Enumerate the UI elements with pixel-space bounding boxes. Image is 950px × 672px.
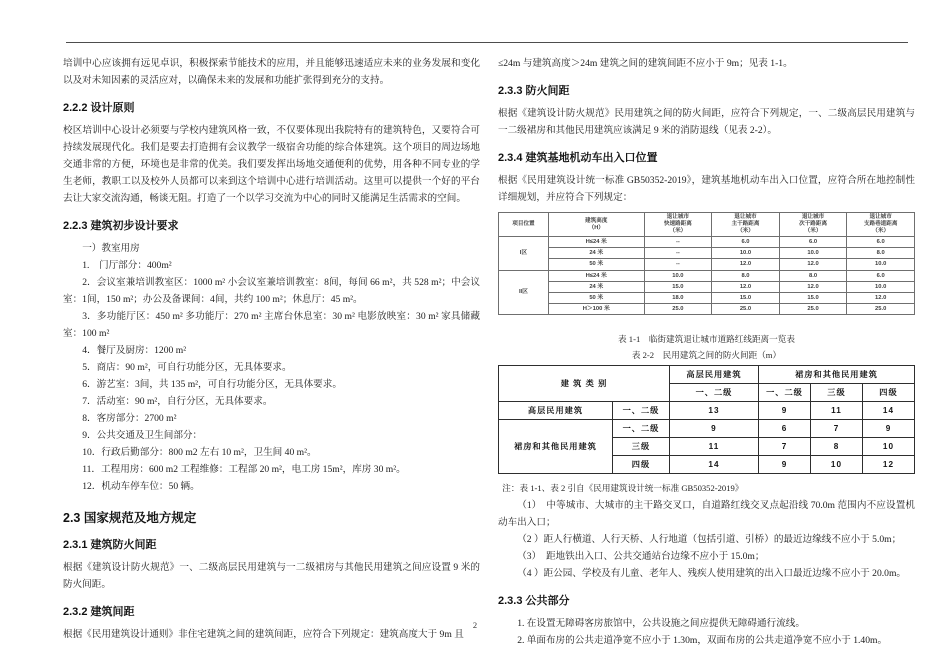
list-item: 2．会议室兼培训教室区：1000 m² 小会议室兼培训教室：8间，每间 66 m²，共 528 m²；中会议室：1间，150 m²；办公及备课间：4间，共约 100 m²；休息厅：45 m²。 [63,277,480,305]
list-item: 9．公共交通及卫生间部分： [82,430,203,441]
table-cell: 24 米 [548,281,644,292]
table-cell: 8.0 [847,248,915,259]
table-cell: 24 米 [548,248,644,259]
table-header-cell: 退让城市 支路巷道距离 （米） [847,213,915,237]
list-item: 4．餐厅及厨房：1200 m² [82,345,187,356]
table-header-cell: 一、二级 [758,384,810,402]
table-cell: 15.0 [779,293,847,304]
paragraph-fire-spacing: 根据《建筑设计防火规范》民用建筑之间的防火间距，应符合下列规定，一、二级高层民用建筑与一二级裙房和其他民用建筑应该满足 9 米的消防退线（见表 2-2）。 [498,108,915,136]
table-header-cell: 退让城市 快速路距离 （米） [644,213,712,237]
right-column [498,49,915,649]
table-cell: 10 [810,456,862,474]
table-cell: 15.0 [644,281,712,292]
table-cell: 13 [669,402,758,420]
zone-cell: II区 [499,270,549,315]
table-cell: 50 米 [548,293,644,304]
heading-2-3-3-fire: 2.3.3 防火间距 [498,85,570,97]
heading-2-2-3: 2.2.3 建筑初步设计要求 [63,220,179,232]
table-header-cell: 一、二级 [669,384,758,402]
table-header-cell: 退让城市 主干路距离 （米） [712,213,780,237]
table-cell: 25.0 [644,304,712,315]
table-header-cell: 退让城市 次干路距离 （米） [779,213,847,237]
table-cell: 7 [810,420,862,438]
category-cell: 裙房和其他民用建筑 [499,420,613,474]
table-cell: 14 [669,456,758,474]
paragraph-building-distance-cont: ≤24m 与建筑高度＞24m 建筑之间的建筑间距不应小于 9m；见表 1-1。 [498,58,793,69]
table-cell: 10.0 [779,248,847,259]
table-header-cell: 项目位置 [499,213,549,237]
table-header-cell: 高层民用建筑 [669,366,758,384]
heading-2-3-4: 2.3.4 建筑基地机动车出入口位置 [498,152,658,164]
table-cell: -- [644,248,712,259]
table-source-note: 注：表 1-1、表 2 引自《民用建筑设计统一标准 GB50352-2019》 [502,483,744,494]
list-item: 10．行政后勤部分：800 m2 左右 10 m²，卫生间 40 m²。 [82,447,317,458]
list-item: （4 ）距公园、学校及有儿童、老年人、残疾人使用建筑的出入口最近边缘不应小于 20.0m。 [517,568,907,580]
table-cell: 25.0 [847,304,915,315]
table-cell: 10.0 [712,248,780,259]
zone-cell: I区 [499,237,549,271]
heading-2-3-3-public: 2.3.3 公共部分 [498,595,570,608]
table-header-cell: 四级 [862,384,914,402]
table-2-2-caption: 表 2-2 民用建筑之间的防火间距（m） [631,350,782,361]
left-column [63,49,480,649]
table-cell: -- [644,237,712,248]
list-item: 1. 门厅部分：400m² [82,260,172,271]
heading-2-3-1: 2.3.1 建筑防火间距 [63,539,157,551]
category-cell: 高层民用建筑 [499,402,613,420]
table-cell: 10.0 [847,281,915,292]
list-item: 3．多功能厅区：450 m² 多功能厅：270 m² 主席台休息室：30 m² 电影放映室：30 m² 家具储藏室：100 m² [63,311,480,339]
table-header-cell: 裙房和其他民用建筑 [758,366,914,384]
table-cell: 12.0 [779,281,847,292]
table-cell: 11 [810,402,862,420]
heading-2-3-2: 2.3.2 建筑间距 [63,606,135,618]
requirements-list [63,240,480,495]
table-cell: 18.0 [644,293,712,304]
table-cell: 9 [758,456,810,474]
list-item: 12．机动车停车位：50 辆。 [82,481,200,492]
table-cell: 15.0 [712,293,780,304]
paragraph-fire-distance: 根据《建筑设计防火规范》一、二级高层民用建筑与一二级裙房与其他民用建筑之间应设置 9 米的防火间距。 [63,562,480,590]
table-cell: 12.0 [712,281,780,292]
table-header-cell: 建 筑 类 别 [499,366,670,402]
table-header-cell: 建筑高度 （H） [548,213,644,237]
grade-cell: 一、二级 [612,420,669,438]
table-fire-separation [498,365,915,474]
table-cell: H＞100 米 [548,304,644,315]
list-item: 6．游艺室：3间，共 135 m²，可自行功能分区，无具体要求。 [82,379,342,390]
table-cell: 10.0 [847,259,915,270]
table-cell: 6.0 [779,237,847,248]
page-body [63,49,916,649]
list-item: （1） 中等城市、大城市的主干路交叉口，自道路红线交叉点起沿线 70.0m 范围内不应设置机动车出入口； [498,500,915,529]
table-cell: 9 [669,420,758,438]
list-item: 5．商店：90 m²，可自行功能分区，无具体要求。 [82,362,292,373]
table-cell: 8.0 [779,270,847,281]
heading-2-2-2: 2.2.2 设计原则 [63,102,135,114]
paragraph-design-principles: 校区培训中心设计必须要与学校内建筑风格一致，不仅要体现出我院特有的建筑特色，又要符合可持续发展现代化。我们是要去打造拥有会议教学一级宿舍功能的综合体建筑。这个项目的周边场地交通非常的方便，环境也是非常的优美。我们要发挥出场地交通便利的优势，用各种不同专业的学生老师，教职工以及校外人员都可以来到这个培训中心进行培训活动。这里可以提供一个好的平台去让大家交流沟通，畅谈无阻。打造了一个以学习交流为中心的同时又能满足生活需求的空间。 [63,125,480,204]
list-item: 8．客房部分：2700 m² [82,413,177,424]
table-cell: 7 [758,438,810,456]
table-cell: 6.0 [847,237,915,248]
list-item: （2 ）距人行横道、人行天桥、人行地道（包括引道、引桥）的最近边缘线不应小于 5.0m； [517,534,902,546]
table-cell: 6.0 [712,237,780,248]
table-cell: H≤24 米 [548,237,644,248]
regulations-list [498,497,915,582]
list-item: 2. 单面布房的公共走道净宽不应小于 1.30m，双面布房的公共走道净宽不应小于 1.40m。 [517,635,888,647]
table-cell: 25.0 [779,304,847,315]
page-number: 2 [472,620,478,630]
paragraph-vehicle-entrance: 根据《民用建筑设计统一标准 GB50352-2019》，建筑基地机动车出入口位置，应符合所在地控制性详细规划，并应符合下列规定： [498,175,915,203]
table-cell: 12.0 [847,293,915,304]
table-cell: H≤24 米 [548,270,644,281]
table-cell: 50 米 [548,259,644,270]
grade-cell: 一、二级 [612,402,669,420]
list-item: 一）教室用房 [82,243,140,254]
table-cell: 11 [669,438,758,456]
grade-cell: 三级 [612,438,669,456]
list-item: 11．工程用房：600 m2 工程维修：工程部 20 m²，电工房 15m²，库房 30 m²。 [82,464,406,475]
table-cell: 8.0 [712,270,780,281]
table-cell: 12.0 [712,259,780,270]
header-rule [66,42,908,43]
table-cell: 9 [862,420,914,438]
paragraph-intro: 培训中心应该拥有远见卓识，积极探索节能技术的应用，并且能够迅速适应未来的业务发展和变化以及对未知因素的灵活应对，以确保未来的发展和功能扩张得到充分的支持。 [63,58,480,86]
table-cell: 14 [862,402,914,420]
table-cell: 25.0 [712,304,780,315]
table-cell: 9 [758,402,810,420]
table-cell: 10 [862,438,914,456]
list-item: （3） 距地铁出入口、公共交通站台边缘不应小于 15.0m； [517,551,765,563]
table-cell: 6 [758,420,810,438]
table-cell: 8 [810,438,862,456]
table-cell: 6.0 [847,270,915,281]
heading-2-3: 2.3 国家规范及地方规定 [63,511,197,525]
list-item: 7．活动室：90 m²，自行分区，无具体要求。 [82,396,273,407]
list-item: 1. 在设置无障碍客房旅馆中，公共设施之间应提供无障碍通行流线。 [517,618,805,630]
table-cell: 12 [862,456,914,474]
table-header-cell: 三级 [810,384,862,402]
table-road-setback [498,212,915,315]
table-cell: 10.0 [644,270,712,281]
grade-cell: 四级 [612,456,669,474]
paragraph-building-distance: 根据《民用建筑设计通则》非住宅建筑之间的建筑间距，应符合下列规定：建筑高度大于 9m 且 [63,629,464,640]
table-cell: -- [644,259,712,270]
table-cell: 12.0 [779,259,847,270]
table-1-1-caption: 表 1-1 临街建筑退让城市道路红线距离一览表 [618,334,795,345]
